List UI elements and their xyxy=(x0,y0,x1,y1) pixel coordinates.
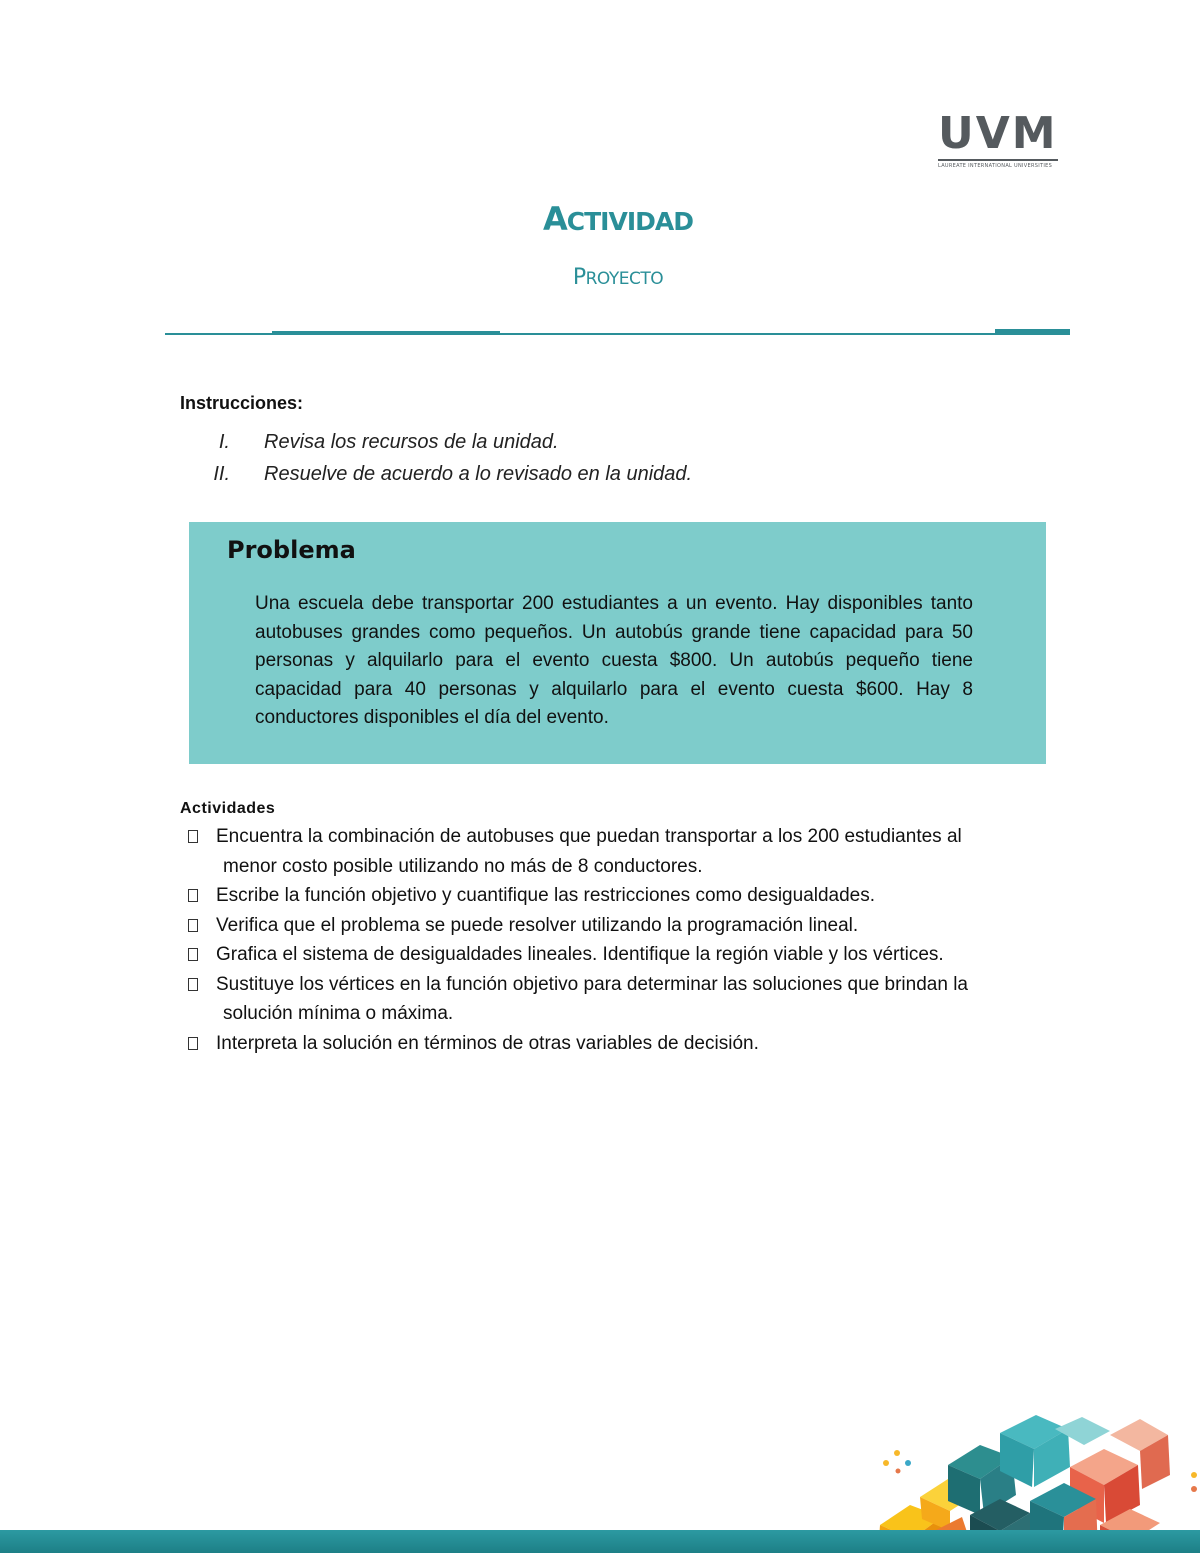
activity-item xyxy=(180,822,1100,881)
bullet-icon xyxy=(188,978,198,991)
instruction-item xyxy=(180,431,880,454)
title-initial: A xyxy=(543,200,567,238)
instruction-item xyxy=(180,463,880,486)
instruction-number: II. xyxy=(213,463,230,485)
bullet-icon xyxy=(188,830,198,843)
instructions-heading: Instrucciones: xyxy=(180,393,304,413)
divider-accent-right xyxy=(995,329,1070,333)
problem-title: Problema xyxy=(227,536,356,564)
bullet-icon xyxy=(188,919,198,932)
page-title xyxy=(0,200,1200,238)
activity-line: Encuentra la combinación de autobuses que puedan transportar a los 200 estudiantes al xyxy=(216,826,962,847)
logo-tagline: LAUREATE INTERNATIONAL UNIVERSITIES xyxy=(938,163,1053,169)
problem-text: Una escuela debe transportar 200 estudiantes a un evento. Hay disponibles tanto autobuses grandes como pequeños. Un autobús grande tiene capacidad para 50 personas y alquilarlo para el evento cuesta $800. Un autobús pequeño tiene capacidad para 40 personas y alquilarlo para el evento cuesta $600. Hay 8 conductores disponibles el día del evento. xyxy=(255,593,973,728)
title-rest: CTIVIDAD xyxy=(566,207,693,236)
page-subtitle xyxy=(0,265,1200,290)
subtitle-initial: P xyxy=(572,265,586,290)
activity-line: Grafica el sistema de desigualdades lineales. Identifique la región viable y los vértices. xyxy=(216,944,944,965)
activity-line: Interpreta la solución en términos de otras variables de decisión. xyxy=(216,1032,759,1054)
activity-line-cont: solución mínima o máxima. xyxy=(223,1003,454,1024)
activity-line: Sustituye los vértices en la función objetivo para determinar las soluciones que brindan la xyxy=(216,973,968,995)
instruction-number: I. xyxy=(218,431,230,453)
divider-accent-left xyxy=(272,331,500,335)
bullet-icon xyxy=(188,889,198,902)
activity-line-cont: menor costo posible utilizando no más de 8 conductores. xyxy=(223,855,703,877)
problem-box xyxy=(189,522,1046,764)
subtitle-rest: ROYECTO xyxy=(585,269,664,289)
activity-item xyxy=(180,881,1100,911)
activity-line: Verifica que el problema se puede resolver utilizando la programación lineal. xyxy=(216,914,859,936)
uvm-logo xyxy=(938,108,1060,169)
activity-item xyxy=(180,1029,1100,1059)
footer-bar xyxy=(0,1530,1200,1553)
activity-item xyxy=(180,911,1100,941)
activity-item xyxy=(180,970,1100,1029)
instruction-text: Resuelve de acuerdo a lo revisado en la unidad. xyxy=(264,463,693,485)
activities-heading: Actividades xyxy=(180,800,276,817)
activity-item xyxy=(180,940,1100,970)
logo-text: UVM xyxy=(938,108,1058,159)
logo-underline xyxy=(938,159,1058,161)
bullet-icon xyxy=(188,1037,198,1050)
bullet-icon xyxy=(188,948,198,961)
instruction-text: Revisa los recursos de la unidad. xyxy=(264,431,559,453)
activity-line: Escribe la función objetivo y cuantifique las restricciones como desigualdades. xyxy=(216,885,876,906)
activities-list xyxy=(180,822,1100,1058)
